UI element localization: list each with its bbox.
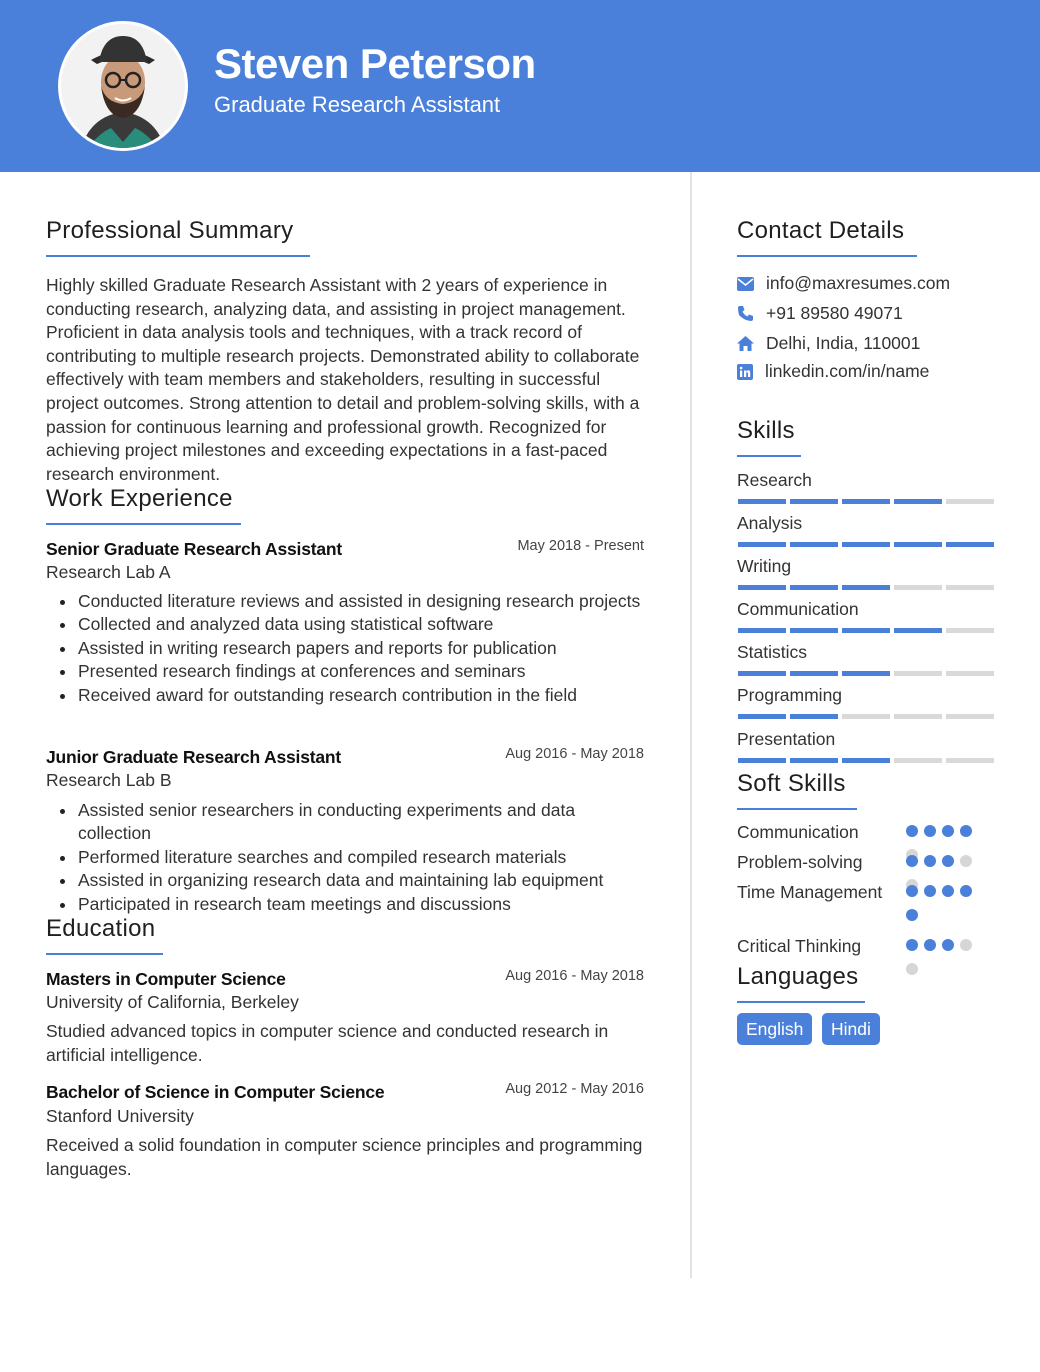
rating-dot xyxy=(924,855,936,867)
home-icon xyxy=(737,336,754,351)
skill-level-segment xyxy=(946,585,994,590)
contact-heading xyxy=(737,217,904,245)
work-heading-text: Work Experience xyxy=(46,485,233,512)
skill-level-segment xyxy=(738,585,786,590)
job-title: Junior Graduate Research Assistant xyxy=(46,747,342,767)
bullet-item: Conducted literature reviews and assisted in designing research projects xyxy=(78,590,648,613)
contact-heading-text: Contact Details xyxy=(737,217,905,244)
summary-heading-text: Professional Summary xyxy=(46,217,294,244)
rating-dot xyxy=(924,825,936,837)
skill-level-segment xyxy=(790,671,838,676)
skill-level-segment xyxy=(894,671,942,676)
skills-heading-text: Skills xyxy=(737,417,795,444)
degree-title: Bachelor of Science in Computer Science xyxy=(46,1082,385,1102)
degree-description: Studied advanced topics in computer science and conducted research in artificial intelligence. xyxy=(46,1021,609,1065)
soft-skills-heading-underline xyxy=(737,808,857,810)
summary-text: Highly skilled Graduate Research Assistant with 2 years of experience in conducting research, analyzing data, and assisting in project management. Proficient in data analysis tools and techniques, with a track record of contributing to multiple research projects. Demonstrated ability to collaborate effectively with team members and stakeholders, resulting in successful project outcomes. Strong attention to detail and problem-solving skills, with a passion for continuous learning and professional growth. Recognized for achieving project milestones and exceeding expectations in a fast-paced research environment. xyxy=(46,275,640,484)
address-text: Delhi, India, 110001 xyxy=(766,333,921,353)
skill-level-segment xyxy=(842,542,890,547)
skill-level-segment xyxy=(842,628,890,633)
degree-dates: Aug 2012 - May 2016 xyxy=(505,1081,644,1097)
bullet-item: Received award for outstanding research contribution in the field xyxy=(78,684,648,707)
job-bullets xyxy=(78,590,648,707)
summary-heading xyxy=(46,217,293,245)
rating-dot xyxy=(942,855,954,867)
column-divider xyxy=(690,172,692,1278)
skills-heading xyxy=(737,417,795,445)
bullet-item: Participated in research team meetings and discussions xyxy=(78,893,648,916)
education-heading xyxy=(46,915,155,943)
rating-dot xyxy=(960,939,972,951)
header-banner xyxy=(0,0,1040,172)
skill-level-bar xyxy=(738,585,994,590)
degree-title: Masters in Computer Science xyxy=(46,969,286,989)
rating-dot xyxy=(960,885,972,897)
contact-heading-underline xyxy=(737,255,917,257)
skill-level-segment xyxy=(842,671,890,676)
contact-address xyxy=(737,333,920,354)
job-dates: May 2018 - Present xyxy=(517,538,644,554)
skill-level-segment xyxy=(790,542,838,547)
candidate-name: Steven Peterson xyxy=(214,40,536,87)
skill-level-segment xyxy=(842,714,890,719)
rating-dot xyxy=(924,939,936,951)
rating-dot xyxy=(960,855,972,867)
contact-email[interactable] xyxy=(737,273,950,294)
skill-level-segment xyxy=(894,585,942,590)
rating-dot xyxy=(906,909,918,921)
avatar-illustration xyxy=(61,24,185,148)
skill-level-segment xyxy=(738,671,786,676)
skill-level-segment xyxy=(894,499,942,504)
rating-dot xyxy=(906,885,918,897)
bullet-item: Assisted in organizing research data and maintaining lab equipment xyxy=(78,869,648,892)
skill-level-segment xyxy=(946,671,994,676)
rating-dot xyxy=(906,963,918,975)
linkedin-text: linkedin.com/in/name xyxy=(765,361,930,381)
skill-level-segment xyxy=(946,714,994,719)
skill-level-bar xyxy=(738,542,994,547)
skill-label: Programming xyxy=(737,685,843,705)
job-dates: Aug 2016 - May 2018 xyxy=(505,746,644,762)
skill-level-segment xyxy=(738,542,786,547)
skill-level-segment xyxy=(894,542,942,547)
skill-label: Research xyxy=(737,470,812,490)
skill-level-bar xyxy=(738,758,994,763)
soft-skill-label: Time Management xyxy=(737,882,883,902)
rating-dot xyxy=(942,939,954,951)
bullet-item: Performed literature searches and compiled research materials xyxy=(78,846,648,869)
skill-level-segment xyxy=(790,628,838,633)
skill-label: Presentation xyxy=(737,729,836,749)
skill-label: Statistics xyxy=(737,642,808,662)
skill-level-segment xyxy=(894,714,942,719)
work-heading-underline xyxy=(46,523,241,525)
skill-level-bar xyxy=(738,714,994,719)
soft-skill-label: Critical Thinking xyxy=(737,936,862,956)
bullet-item: Collected and analyzed data using statistical software xyxy=(78,613,648,636)
profile-photo xyxy=(58,21,188,151)
soft-skill-label: Communication xyxy=(737,822,859,842)
language-tag: Hindi xyxy=(822,1013,880,1045)
skill-level-segment xyxy=(842,758,890,763)
degree-dates: Aug 2016 - May 2018 xyxy=(505,968,644,984)
skill-label: Communication xyxy=(737,599,859,619)
skill-label: Analysis xyxy=(737,513,803,533)
rating-dot xyxy=(924,885,936,897)
work-heading xyxy=(46,485,233,513)
linkedin-icon xyxy=(737,364,753,380)
soft-skills-heading-text: Soft Skills xyxy=(737,770,846,797)
bullet-item: Assisted in writing research papers and reports for publication xyxy=(78,637,648,660)
rating-dot xyxy=(906,825,918,837)
bullet-item: Presented research findings at conferences and seminars xyxy=(78,660,648,683)
rating-dot xyxy=(906,855,918,867)
skill-label: Writing xyxy=(737,556,792,576)
skill-level-segment xyxy=(894,628,942,633)
languages-heading-underline xyxy=(737,1001,865,1003)
soft-skill-label: Problem-solving xyxy=(737,852,863,872)
soft-skill-rating xyxy=(906,939,986,975)
skills-heading-underline xyxy=(737,455,801,457)
rating-dot xyxy=(906,939,918,951)
contact-linkedin[interactable] xyxy=(737,361,929,382)
phone-text: +91 89580 49071 xyxy=(766,303,903,323)
education-heading-underline xyxy=(46,953,163,955)
skill-level-segment xyxy=(946,499,994,504)
skill-level-segment xyxy=(946,542,994,547)
skill-level-segment xyxy=(842,585,890,590)
degree-description: Received a solid foundation in computer science principles and programming languages. xyxy=(46,1135,643,1179)
contact-phone[interactable] xyxy=(737,303,903,324)
school-name: University of California, Berkeley xyxy=(46,992,299,1012)
skill-level-bar xyxy=(738,499,994,504)
rating-dot xyxy=(942,825,954,837)
skill-level-segment xyxy=(946,628,994,633)
email-text: info@maxresumes.com xyxy=(766,273,951,293)
rating-dot xyxy=(942,885,954,897)
job-title: Senior Graduate Research Assistant xyxy=(46,539,342,559)
candidate-title: Graduate Research Assistant xyxy=(214,92,501,117)
phone-icon xyxy=(737,305,754,322)
job-organization: Research Lab A xyxy=(46,562,171,582)
skill-level-segment xyxy=(790,714,838,719)
skill-level-segment xyxy=(894,758,942,763)
job-organization: Research Lab B xyxy=(46,770,172,790)
skill-level-segment xyxy=(738,758,786,763)
skill-level-segment xyxy=(790,758,838,763)
skill-level-segment xyxy=(738,714,786,719)
skill-level-bar xyxy=(738,671,994,676)
languages-heading xyxy=(737,963,858,991)
skill-level-segment xyxy=(790,585,838,590)
skill-level-bar xyxy=(738,628,994,633)
language-tag: English xyxy=(737,1013,812,1045)
education-heading-text: Education xyxy=(46,915,156,942)
skill-level-segment xyxy=(946,758,994,763)
summary-heading-underline xyxy=(46,255,310,257)
languages-heading-text: Languages xyxy=(737,963,859,990)
soft-skill-rating xyxy=(906,885,986,921)
skill-level-segment xyxy=(738,628,786,633)
skill-level-segment xyxy=(842,499,890,504)
skill-level-segment xyxy=(790,499,838,504)
soft-skills-heading xyxy=(737,770,846,798)
envelope-icon xyxy=(737,277,754,291)
school-name: Stanford University xyxy=(46,1106,194,1126)
bullet-item: Assisted senior researchers in conducting experiments and data collection xyxy=(78,799,648,846)
job-bullets xyxy=(78,799,648,916)
rating-dot xyxy=(960,825,972,837)
skill-level-segment xyxy=(738,499,786,504)
